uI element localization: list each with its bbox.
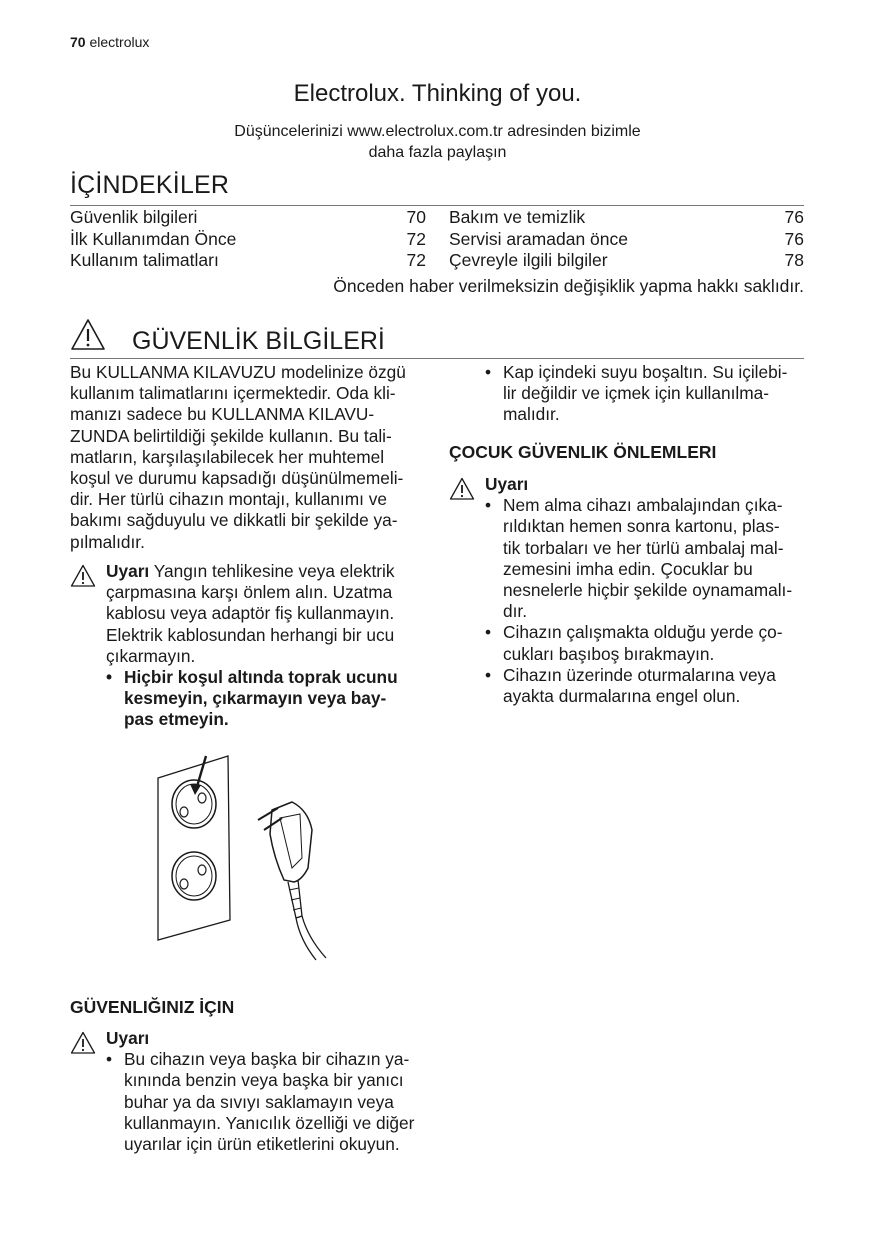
bullet-item: • Bu cihazın veya başka bir cihazın ya- kınında benzin veya başka bir yanıcı buhar ya da sıvıyı saklamayın veya kullanmayın. Yanıcılık özelliği ve diğer uyarılar için ürün etiketlerini okuyun. — [106, 1049, 415, 1155]
grounded-socket-plug-illustration — [150, 748, 340, 964]
section-title: GÜVENLİK BİLGİLERİ — [132, 327, 385, 355]
bullet-item: • Nem alma cihazı ambalajından çıka- rıldıktan hemen sonra kartonu, plas- tik torbaları ve her türlü ambalaj mal- zemesini imha edin. Çocuklar bu nesnelerle hiçbir şekilde oynamamalı- dır. — [485, 495, 793, 622]
warning-block-fire: Uyarı Yangın tehlikesine veya elektrik çarpmasına karşı önlem alın. Uzatma kablosu veya adaptör fiş kullanmayın. Elektrik kablosundan herhangi bir ucu çıkarmayın. • Hiçbir koşul altında toprak ucunu kesmeyin, çıkarmayın veya bay- pas etmeyin. — [70, 561, 430, 731]
bullet-item: • Kap içindeki suyu boşaltın. Su içilebi- lir değildir ve içmek için kullanılma- malıdır. — [485, 362, 788, 425]
right-column-bullet — [485, 362, 807, 426]
toc-entry[interactable]: Bakım ve temizlik 76 — [449, 207, 804, 227]
warning-label: Uyarı — [106, 1028, 150, 1048]
toc-entry[interactable]: Kullanım talimatları 72 — [70, 250, 426, 270]
warning-triangle-icon — [70, 318, 106, 352]
subsection-title: GÜVENLIĞINIZ İÇIN — [70, 997, 235, 1017]
intro-paragraph: Bu KULLANMA KILAVUZU modelinize özgü kullanım talimatlarını içermektedir. Oda kli- manızı sadece bu KULLANMA KILAVU- ZUNDA belirtildiği şekilde kullanın. Bu tali- matların, karşılaşılabilecek her muhtemel koşul ve durumu kapsadığı düşünülmemeli- dir. Her türlü cihazın montajı, kullanımı ve bakımı sağduyulu ve dikkatli bir şekilde ya- pılmalıdır. — [70, 362, 406, 552]
toc-entry[interactable]: Servisi aramadan önce 76 — [449, 228, 804, 249]
toc-right-column — [449, 207, 804, 272]
page-number: 70 — [70, 34, 86, 50]
warning-block-children — [449, 474, 807, 707]
section-divider — [70, 358, 804, 359]
share-text: Düşüncelerinizi www.electrolux.com.tr adresinden bizimle daha fazla paylaşın — [234, 123, 641, 161]
toc-divider — [70, 205, 804, 206]
warning-label: Uyarı — [106, 561, 150, 581]
bullet-item: • Cihazın üzerinde oturmalarına veya ayakta durmalarına engel olun. — [485, 664, 776, 707]
toc-entry[interactable]: Çevreyle ilgili bilgiler 78 — [449, 250, 804, 270]
toc-entry[interactable]: Güvenlik bilgileri 70 — [70, 207, 426, 227]
toc-note: Önceden haber verilmeksizin değişiklik yapma hakkı saklıdır. — [333, 276, 804, 296]
warning-triangle-icon — [449, 477, 475, 501]
slogan: Electrolux. Thinking of you. — [293, 80, 582, 107]
warning-block-flammable — [70, 1028, 430, 1155]
bullet-item: • Cihazın çalışmakta olduğu yerde ço- cukları başıboş bırakmayın. — [485, 622, 783, 664]
subsection-title: ÇOCUK GÜVENLIK ÖNLEMLERI — [449, 442, 717, 462]
bullet-item: • Hiçbir koşul altında toprak ucunu kesmeyin, çıkarmayın veya bay- pas etmeyin. — [106, 667, 398, 730]
page-header — [70, 34, 149, 50]
brand-name: electrolux — [89, 34, 150, 50]
toc-left-column — [70, 207, 426, 272]
toc-title: İÇİNDEKİLER — [70, 171, 230, 199]
warning-label: Uyarı — [485, 474, 529, 494]
warning-triangle-icon — [70, 1031, 96, 1055]
toc-entry[interactable]: İlk Kullanımdan Önce 72 — [70, 228, 426, 249]
warning-triangle-icon — [70, 564, 96, 588]
